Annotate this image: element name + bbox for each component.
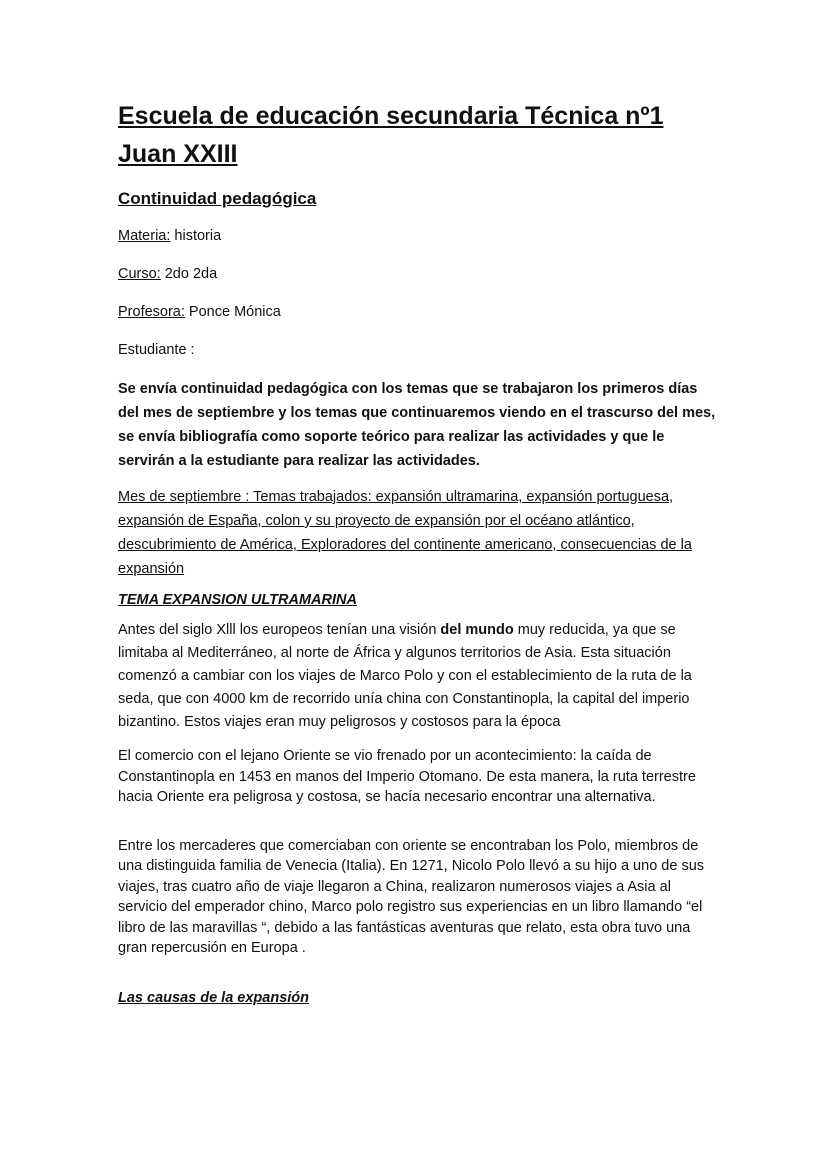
paragraph-text: muy reducida, ya que se limitaba al Mediterráneo, al norte de África y algunos territorios de Asia. Esta situación comenzó a cambiar con los viajes de Marco Polo y con el establecimiento de la ruta de la seda, que con 4000 km de recorrido unía china con Constantinopla, la capital del imperio bizantino. Estos viajes eran muy peligrosos y costosos para la época xyxy=(118,622,692,730)
paragraph-mercaderes: Entre los mercaderes que comerciaban con oriente se encontraban los Polo, miembros de una distinguida familia de Venecia (Italia). En 1271, Nicolo Polo llevó a su hijo a uno de sus viajes, tras cuatro año de viaje llegaron a China, realizaron numerosos viajes a Asia al servicio del emperador chino, Marco polo registro sus experiencias en un libro llamando “el libro de las maravillas “, debido a las fantásticas aventuras que relato, esta obra tuvo una gran repercusión en Europa . xyxy=(118,837,705,956)
field-value: 2do 2da xyxy=(160,266,218,282)
field-curso xyxy=(118,263,718,285)
paragraph-text: Antes del siglo Xlll los europeos tenían una visión xyxy=(118,622,441,638)
field-profesora xyxy=(118,301,718,323)
section-heading-causas: Las causas de la expansión xyxy=(118,989,310,1006)
intro-paragraph: Se envía continuidad pedagógica con los temas que se trabajaron los primeros días del mes de septiembre y los temas que continuaremos viendo en el trascurso del mes, se envía bibliografía como soporte teórico para realizar las actividades y que le servirán a la estudiante para realizar las actividades. xyxy=(118,381,716,469)
field-value: Ponce Mónica xyxy=(184,304,281,320)
spacer xyxy=(118,971,718,987)
section-heading-expansion: TEMA EXPANSION ULTRAMARINA xyxy=(118,592,357,608)
field-estudiante: Estudiante : xyxy=(118,342,195,358)
paragraph-comercio: El comercio con el lejano Oriente se vio frenado por un acontecimiento: la caída de Constantinopla en 1453 en manos del Imperio Otomano. De esta manera, la ruta terrestre hacia Oriente era peligrosa y costosa, se hacía necesario encontrar una alternativa. xyxy=(118,748,696,805)
paragraph-antes-del-siglo xyxy=(118,619,718,734)
topics-paragraph: Mes de septiembre : Temas trabajados: expansión ultramarina, expansión portuguesa, expansión de España, colon y su proyecto de expansión por el océano atlántico, descubrimiento de América, Exploradores del continente americano, consecuencias de la expansión xyxy=(118,489,692,577)
field-label: Curso: xyxy=(118,266,161,282)
field-label: Materia: xyxy=(118,228,171,244)
spacer xyxy=(118,820,718,836)
document-subtitle: Continuidad pedagógica xyxy=(118,189,317,208)
field-value: historia xyxy=(170,228,222,244)
paragraph-bold-text: del mundo xyxy=(440,622,514,638)
document-title: Escuela de educación secundaria Técnica nº1 Juan XXIII xyxy=(118,102,664,168)
field-materia xyxy=(118,225,718,247)
field-label: Profesora: xyxy=(118,304,185,320)
document-body xyxy=(118,97,718,1017)
